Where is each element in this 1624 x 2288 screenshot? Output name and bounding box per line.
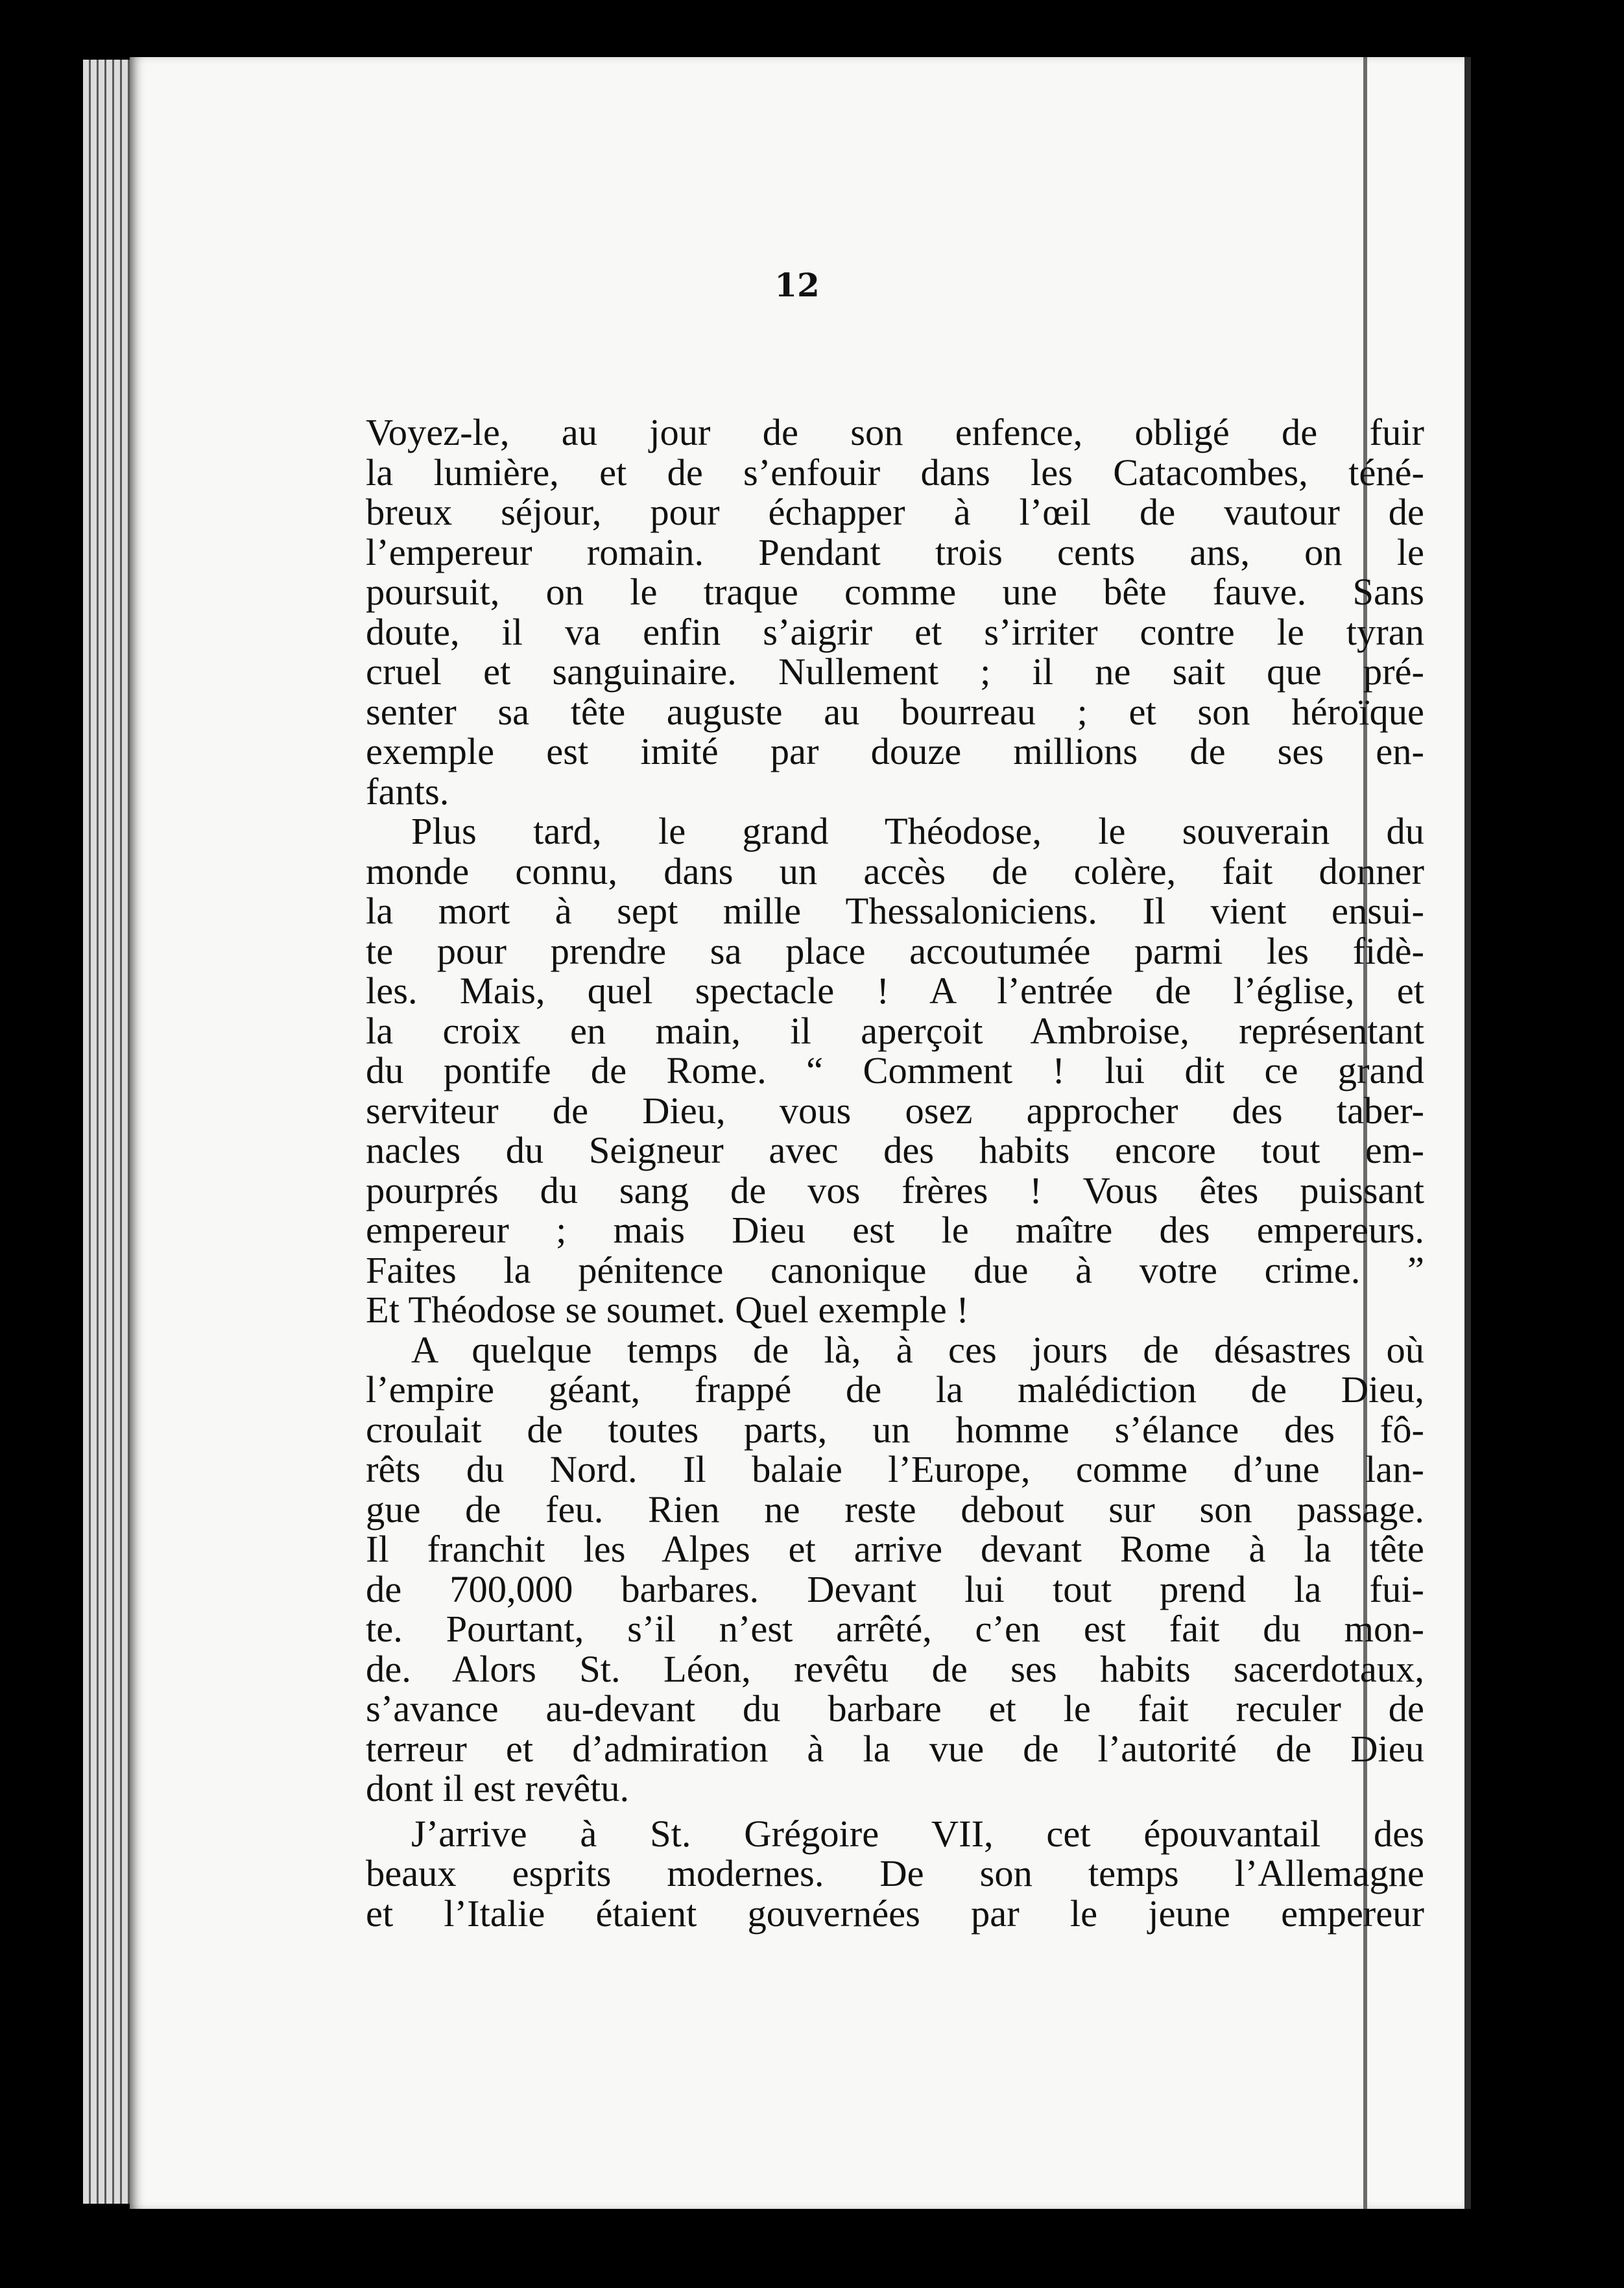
text-line: Faites la pénitence canonique due à votre crime. ”: [366, 1248, 1424, 1291]
text-line: doute, il va enfin s’aigrir et s’irriter contre le tyran: [366, 610, 1424, 653]
text-line: la mort à sept mille Thessaloniciens. Il vient ensui-: [366, 890, 1424, 932]
text-line: l’empereur romain. Pendant trois cents ans, on le: [366, 530, 1424, 573]
text-line: beaux esprits modernes. De son temps l’Allemagne: [366, 1852, 1424, 1894]
text-line: dont il est revêtu.: [366, 1767, 630, 1809]
text-line: cruel et sanguinaire. Nullement ; il ne sait que pré-: [366, 650, 1424, 693]
text-line: de. Alors St. Léon, revêtu de ses habits sacerdotaux,: [366, 1647, 1424, 1690]
text-line: du pontife de Rome. “ Comment ! lui dit ce grand: [366, 1049, 1424, 1091]
text-line: de 700,000 barbares. Devant lui tout prend la fui-: [366, 1567, 1424, 1610]
text-line: les. Mais, quel spectacle ! A l’entrée de l’église, et: [366, 970, 1424, 1012]
text-line: te. Pourtant, s’il n’est arrêté, c’en est fait du mon-: [366, 1608, 1424, 1650]
text-line: terreur et d’admiration à la vue de l’autorité de Dieu: [366, 1727, 1424, 1770]
text-line: la lumière, et de s’enfouir dans les Catacombes, téné-: [366, 451, 1424, 494]
text-line: empereur ; mais Dieu est le maître des empereurs.: [366, 1209, 1424, 1251]
text-line: Voyez-le, au jour de son enfence, obligé de fuir: [366, 411, 1424, 453]
paragraph: [366, 811, 1424, 1330]
text-line: l’empire géant, frappé de la malédiction de Dieu,: [366, 1368, 1424, 1411]
text-line: monde connu, dans un accès de colère, fait donner: [366, 850, 1424, 892]
text-line: Il franchit les Alpes et arrive devant Rome à la tête: [366, 1528, 1424, 1570]
text-line: rêts du Nord. Il balaie l’Europe, comme d’une lan-: [366, 1448, 1424, 1490]
text-line: la croix en main, il aperçoit Ambroise, représentant: [366, 1009, 1424, 1052]
text-line: nacles du Seigneur avec des habits encore tout em-: [366, 1129, 1424, 1171]
text-line: Plus tard, le grand Théodose, le souverain du: [411, 810, 1424, 852]
text-line: A quelque temps de là, à ces jours de désastres où: [411, 1328, 1424, 1371]
text-line: fants.: [366, 770, 449, 813]
text-line: senter sa tête auguste au bourreau ; et son héroïque: [366, 690, 1424, 733]
text-line: Et Théodose se soumet. Quel exemple !: [366, 1289, 969, 1331]
text-line: serviteur de Dieu, vous osez approcher des taber-: [366, 1089, 1424, 1132]
text-line: exemple est imité par douze millions de ses en-: [366, 730, 1424, 772]
paragraph: [366, 1814, 1424, 1934]
paragraph: [366, 412, 1424, 811]
text-line: pourprés du sang de vos frères ! Vous êtes puissant: [366, 1169, 1424, 1211]
text-line: J’arrive à St. Grégoire VII, cet épouvantail des: [411, 1812, 1424, 1855]
page-text: [366, 412, 1424, 1933]
page-number: 12: [774, 266, 820, 304]
text-line: gue de feu. Rien ne reste debout sur son passage.: [366, 1488, 1424, 1531]
text-line: breux séjour, pour échapper à l’œil de vautour de: [366, 491, 1424, 533]
text-line: poursuit, on le traque comme une bête fauve. Sans: [366, 571, 1424, 613]
book-page: [130, 57, 1471, 2209]
text-line: et l’Italie étaient gouvernées par le jeune empereur: [366, 1892, 1424, 1935]
text-line: te pour prendre sa place accoutumée parmi les fidè-: [366, 929, 1424, 972]
paragraph: [366, 1330, 1424, 1809]
text-line: s’avance au-devant du barbare et le fait reculer de: [366, 1687, 1424, 1730]
text-line: croulait de toutes parts, un homme s’élance des fô-: [366, 1408, 1424, 1451]
